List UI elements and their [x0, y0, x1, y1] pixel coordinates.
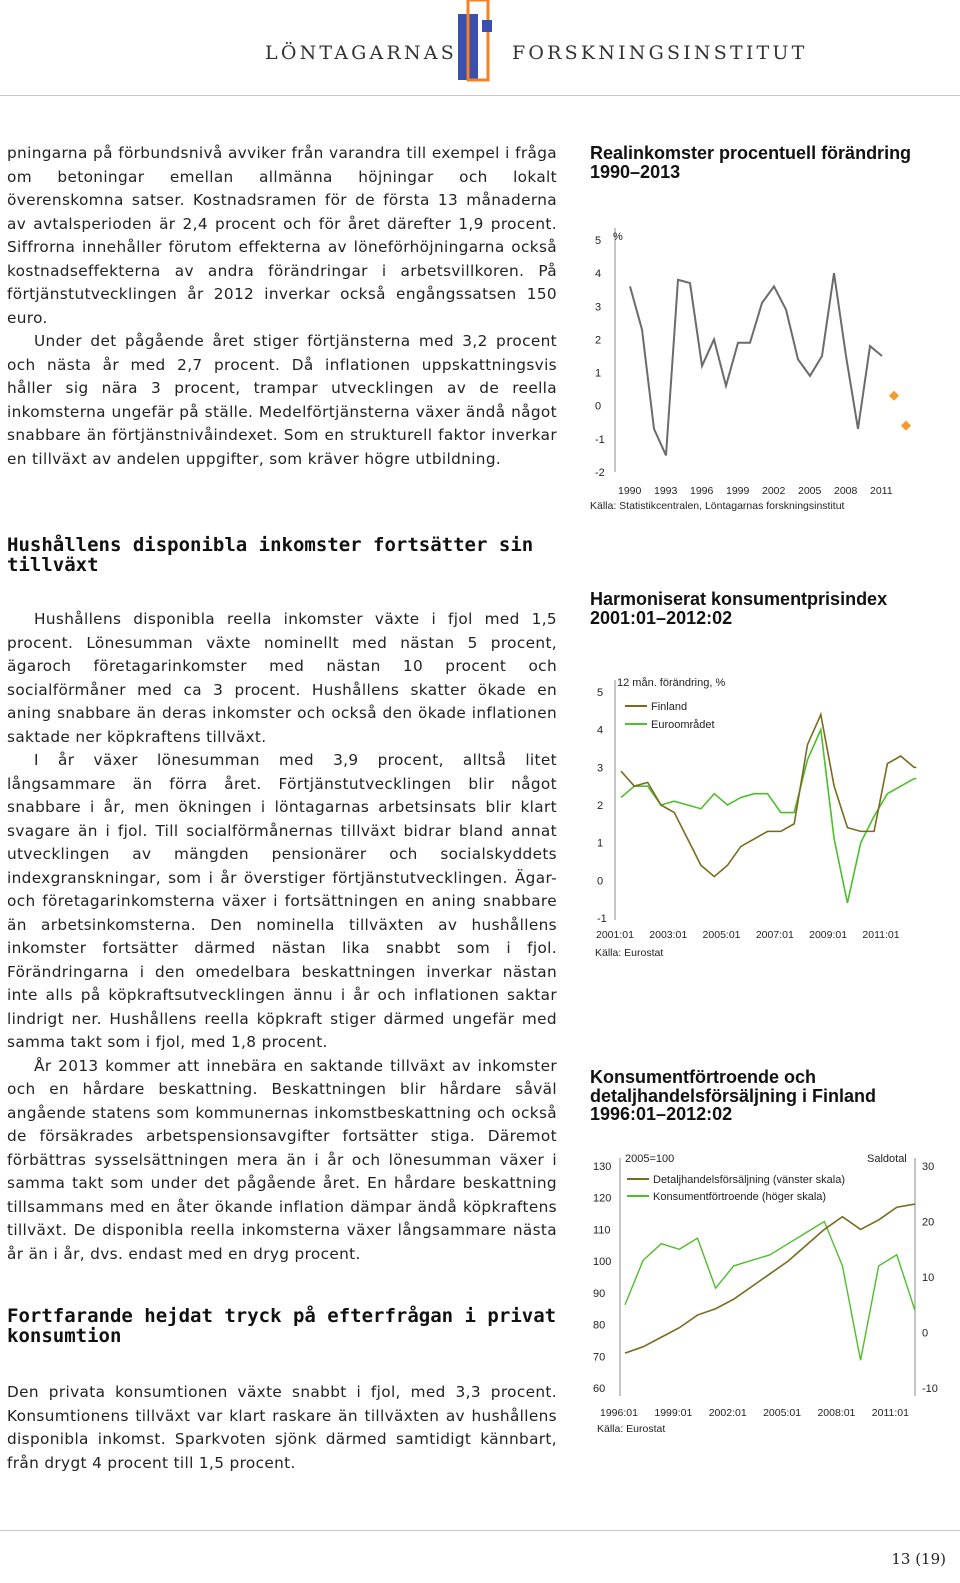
chart2-series-euro: [621, 730, 916, 903]
chart2-y-tick-label: 2: [597, 800, 604, 812]
chart1-x-tick-label: 2002: [762, 485, 786, 497]
chart3-right-unit: Saldotal: [867, 1153, 907, 1165]
chart3-left-tick-label: 110: [593, 1224, 611, 1237]
chart3-source: Källa: Eurostat: [597, 1423, 666, 1435]
chart1-y-tick-label: 3: [595, 301, 602, 314]
chart2-title: Harmoniserat konsumentprisindex 2001:01–2012:02: [590, 589, 888, 628]
chart3-confidence-retail: [585, 1148, 950, 1443]
chart3-right-tick-label: -10: [922, 1383, 938, 1395]
chart1-x-tick-label: 2005: [798, 485, 822, 497]
header-rule: [0, 95, 960, 96]
section-title-consumption: Fortfarande hejdat tryck på efterfrågan i privat konsumtion: [7, 1305, 557, 1347]
chart3-right-tick-label: 20: [922, 1216, 935, 1229]
chart1-y-tick-label: 2: [595, 334, 602, 347]
paragraph: Under det pågående året stiger förtjänsterna med 3,2 procent och nästa år med 2,7 procent. Då inflationen uppskattningsvis håller sig nära 3 procent, trampar utvecklingen av de reella inkomsterna ungefär på ställe. Medelförtjänsterna växer ändå något snabbare än förtjänstnivåindexet. Som en strukturell faktor inverkar en tillväxt av andelen uppgifter, som kräver högre utbildning.: [7, 332, 557, 468]
chart1-x-tick-label: 2008: [834, 485, 858, 497]
chart3-right-tick-label: 0: [922, 1327, 929, 1340]
paragraph: I år växer lönesumman med 3,9 procent, alltså litet långsammare än förra året. Förtjänstutvecklingen blir något snabbare i år, men ökningen i löntagarnas arbetsinsats blir klart svagare än i fjol. Till socialförmånernas tillväxt bidrar bland annat utvecklingen av mängden pensionärer och socialskyddets indexgranskningar, som i år överstiger förtjänstutvecklingen. Ägar- och företagarinkomsterna växer i fortsättningen en aning snabbare än arbetsinkomsterna. Den nominella tillväxten av hushållens inkomster fortsätter därmed nästan lika snabbt som i fjol. Förändringarna i den omedelbara beskattningen inverkar nästan inte alls på köpkraftsutvecklingen ännu i år och inflationen saktar lindrigt ner. Hushållens reella köpkraft stiger därmed ungefär med samma takt som i fjol, med 1,8 procent.: [7, 751, 557, 1051]
chart3-left-tick-label: 90: [593, 1287, 606, 1300]
brand-name-right: FORSKNINGSINSTITUT: [512, 42, 808, 64]
chart3-x-tick-label: 2005:01: [763, 1407, 802, 1419]
chart2-hicp: [585, 670, 930, 960]
chart3-left-tick-label: 80: [593, 1319, 606, 1332]
section-income-text: [7, 608, 557, 1266]
chart2-legend-euro: Euroområdet: [651, 719, 715, 731]
chart1-unit-label: %: [613, 231, 623, 243]
chart3-series-retail: [625, 1204, 915, 1353]
paragraph: pningarna på förbundsnivå avviker från varandra till exempel i fråga om betoningar emellan allmänna höjningar och lokalt överenskomna satser. Kostnadsramen för de första 13 månaderna av avtalsperioden är 2,4 procent och för året därefter 1,9 procent. Siffrorna innehåller förutom effekterna av löneförhöjningarna också kostnadseffekterna av andra förändringar i arbetsvillkoren. På förtjänstutvecklingen år 2012 inverkar också engångssatsen 150 euro.: [7, 144, 557, 327]
chart1-y-tick-label: 4: [595, 268, 602, 281]
chart3-right-tick-label: 10: [922, 1272, 935, 1284]
chart1-title: Realinkomster procentuell förändring 1990–2013: [590, 143, 912, 182]
chart3-x-tick-label: 1996:01: [600, 1407, 638, 1419]
chart1-x-tick-label: 1993: [654, 485, 678, 497]
chart3-left-unit: 2005=100: [625, 1153, 675, 1165]
footer-rule: [0, 1530, 960, 1531]
chart2-unit-label: 12 mån. förändring, %: [617, 677, 726, 689]
intro-text: [7, 142, 557, 471]
section-consumption-text: [7, 1381, 557, 1475]
brand-name-left: LÖNTAGARNAS: [265, 42, 457, 64]
chart1-y-tick-label: -2: [595, 467, 605, 479]
chart1-x-tick-label: 2011: [870, 485, 893, 497]
chart1-y-tick-label: 0: [595, 400, 602, 413]
chart1-x-tick-label: 1996: [690, 485, 714, 497]
chart1-x-tick-label: 1990: [618, 485, 642, 497]
chart1-realinkomster: [585, 220, 925, 520]
paragraph: Hushållens disponibla reella inkomster växte i fjol med 1,5 procent. Lönesumman växte nominellt med nästan 5 procent, ägaroch företagarinkomster med nästan 10 procent och socialförmåner med ca 3 procent. Hushållens skatter ökade en aning snabbare än deras inkomster och också den ökade inflationen saktade ner köpkraftens tillväxt.: [7, 610, 557, 746]
chart2-x-tick-label: 2009:01: [809, 929, 848, 941]
chart3-series-confidence: [625, 1222, 915, 1361]
institute-logo: [458, 0, 498, 82]
chart3-left-tick-label: 60: [593, 1383, 606, 1395]
chart1-forecast-marker: [889, 391, 899, 401]
chart3-left-tick-label: 130: [593, 1161, 612, 1173]
chart1-series-line: [630, 273, 882, 455]
chart1-y-tick-label: 5: [595, 235, 602, 247]
section-title-income: Hushållens disponibla inkomster fortsätter sin tillväxt: [7, 534, 534, 576]
chart2-x-tick-label: 2001:01: [596, 929, 634, 941]
chart2-x-tick-label: 2005:01: [702, 929, 741, 941]
chart1-y-tick-label: -1: [595, 433, 605, 446]
page-number: 13 (19): [891, 1550, 946, 1568]
chart3-left-tick-label: 70: [593, 1351, 606, 1364]
chart1-forecast-marker: [901, 421, 911, 431]
chart1-source: Källa: Statistikcentralen, Löntagarnas forskningsinstitut: [590, 500, 845, 512]
chart2-y-tick-label: 4: [597, 724, 604, 737]
chart3-x-tick-label: 2011:01: [871, 1407, 909, 1419]
paragraph: År 2013 kommer att innebära en saktande tillväxt av inkomster och en hårdare beskattning. Beskattningen blir hårdare såväl angående statens som kommunernas inkomstbeskattning och också de försäkrades arbetspensionsavgifter fortsätter stiga. Däremot förbättras sysselsättningen mera än i år och lönesumman växer i samma takt som under det pågående året. En hårdare beskattning tillsammans med en åter ökande inflation dämpar ändå köpkraftens tillväxt. De disponibla reella inkomsterna växer långsammare nästa år än i år, dvs. endast med en dryg procent.: [7, 1056, 557, 1263]
chart3-right-tick-label: 30: [922, 1161, 935, 1173]
page-header: [0, 0, 960, 95]
chart2-x-tick-label: 2003:01: [649, 929, 688, 941]
chart2-x-tick-label: 2007:01: [755, 929, 794, 941]
chart2-y-tick-label: 0: [597, 875, 604, 888]
chart3-legend-retail: Detaljhandelsförsäljning (vänster skala): [653, 1174, 845, 1186]
chart1-x-tick-label: 1999: [726, 485, 750, 497]
chart3-title: Konsumentförtroende och detaljhandelsförsäljning i Finland 1996:01–2012:02: [590, 1067, 877, 1124]
chart3-x-tick-label: 1999:01: [654, 1407, 693, 1419]
chart1-y-tick-label: 1: [595, 367, 602, 380]
chart3-x-tick-label: 2008:01: [817, 1407, 856, 1419]
chart3-left-tick-label: 100: [593, 1256, 612, 1269]
chart3-legend-confidence: Konsumentförtroende (höger skala): [653, 1191, 827, 1203]
chart2-y-tick-label: 3: [597, 762, 604, 775]
chart2-legend-finland: Finland: [651, 701, 688, 713]
paragraph: Den privata konsumtionen växte snabbt i fjol, med 3,3 procent. Konsumtionens tillväxt var klart raskare än tillväxten av hushållens disponibla inkomst. Sparkvoten sjönk därmed samtidigt kännbart, från drygt 4 procent till 1,5 procent.: [7, 1383, 557, 1472]
chart2-y-tick-label: -1: [597, 913, 607, 925]
chart3-left-tick-label: 120: [593, 1192, 612, 1205]
chart2-source: Källa: Eurostat: [595, 947, 664, 959]
chart2-y-tick-label: 1: [597, 837, 604, 850]
chart2-y-tick-label: 5: [597, 687, 604, 699]
chart2-x-tick-label: 2011:01: [862, 929, 900, 941]
chart3-x-tick-label: 2002:01: [708, 1407, 747, 1419]
